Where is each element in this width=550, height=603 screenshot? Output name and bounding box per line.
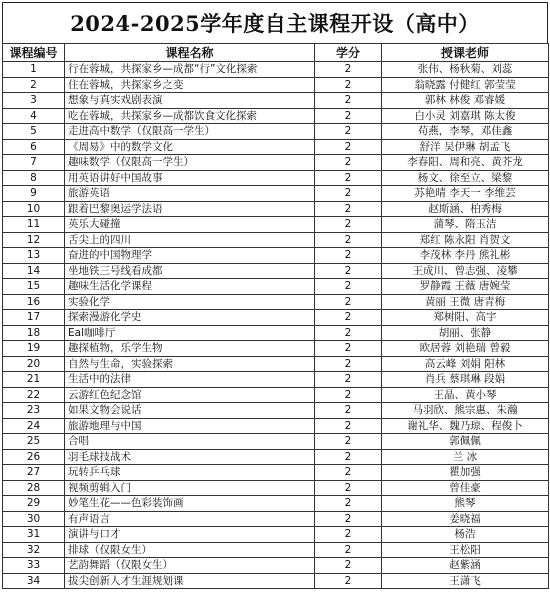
course-name: 合唱 <box>65 434 315 450</box>
course-credit: 2 <box>315 93 382 109</box>
course-code: 6 <box>3 139 65 155</box>
course-credit: 2 <box>315 170 382 186</box>
course-code: 4 <box>3 108 65 124</box>
course-teacher: 谢礼华、魏乃琼、程俊卜 <box>382 418 549 434</box>
course-code: 18 <box>3 325 65 341</box>
course-teacher: 郑树阳、高宇 <box>382 310 549 326</box>
course-teacher: 苏艳晴 李天一 李维芸 <box>382 186 549 202</box>
course-credit: 2 <box>315 496 382 512</box>
course-name: 吃在蓉城，共探家乡—成都饮食文化探索 <box>65 108 315 124</box>
course-code: 23 <box>3 403 65 419</box>
course-name: 走进高中数学（仅限高一学生） <box>65 124 315 140</box>
course-credit: 2 <box>315 217 382 233</box>
course-name: 有声语言 <box>65 511 315 527</box>
table-row <box>3 93 549 109</box>
course-teacher: 王晶、黄小琴 <box>382 387 549 403</box>
course-name: 舌尖上的四川 <box>65 232 315 248</box>
table-row <box>3 465 549 481</box>
course-name: 妙笔生花——色彩装饰画 <box>65 496 315 512</box>
course-name: 奋进的中国物理学 <box>65 248 315 264</box>
table-row <box>3 356 549 372</box>
course-teacher: 马羽欣、熊宗惠、朱瀚 <box>382 403 549 419</box>
course-credit: 2 <box>315 139 382 155</box>
course-credit: 2 <box>315 325 382 341</box>
table-row <box>3 325 549 341</box>
course-credit: 2 <box>315 232 382 248</box>
course-code: 20 <box>3 356 65 372</box>
course-code: 8 <box>3 170 65 186</box>
course-teacher: 胡丽、张静 <box>382 325 549 341</box>
course-teacher: 舒洋 吴伊琳 胡孟飞 <box>382 139 549 155</box>
table-row <box>3 279 549 295</box>
course-credit: 2 <box>315 558 382 574</box>
course-teacher: 李春阳、周和亮、黄芥龙 <box>382 155 549 171</box>
course-code: 26 <box>3 449 65 465</box>
course-teacher: 郭佩佩 <box>382 434 549 450</box>
table-row <box>3 186 549 202</box>
table-row <box>3 527 549 543</box>
course-code: 33 <box>3 558 65 574</box>
course-credit: 2 <box>315 263 382 279</box>
course-name: 行在蓉城，共探家乡—成都“行”文化探索 <box>65 62 315 78</box>
course-name: 趣味生活化学课程 <box>65 279 315 295</box>
course-teacher: 赵斯涵、柏秀梅 <box>382 201 549 217</box>
course-code: 14 <box>3 263 65 279</box>
course-code: 10 <box>3 201 65 217</box>
course-teacher: 瞿加强 <box>382 465 549 481</box>
table-row <box>3 558 549 574</box>
header-name: 课程名称 <box>65 44 315 62</box>
table-row <box>3 434 549 450</box>
course-credit: 2 <box>315 542 382 558</box>
course-credit: 2 <box>315 573 382 589</box>
course-name: 英乐大碰撞 <box>65 217 315 233</box>
course-name: 玩转乒乓球 <box>65 465 315 481</box>
course-code: 17 <box>3 310 65 326</box>
course-code: 11 <box>3 217 65 233</box>
course-code: 27 <box>3 465 65 481</box>
course-credit: 2 <box>315 341 382 357</box>
course-teacher: 赵紫涵 <box>382 558 549 574</box>
table-row <box>3 294 549 310</box>
course-credit: 2 <box>315 527 382 543</box>
table-row <box>3 248 549 264</box>
course-teacher: 张伟、杨秋菊、刘蕊 <box>382 62 549 78</box>
course-name: 旅游地理与中国 <box>65 418 315 434</box>
course-name: 自然与生命，实验探索 <box>65 356 315 372</box>
table-row <box>3 496 549 512</box>
table-row <box>3 542 549 558</box>
course-teacher: 郭林 林俊 邓睿媛 <box>382 93 549 109</box>
table-row <box>3 263 549 279</box>
course-credit: 2 <box>315 403 382 419</box>
header-code: 课程编号 <box>3 44 65 62</box>
course-teacher: 苟燕，李琴，邓佳鑫 <box>382 124 549 140</box>
course-code: 32 <box>3 542 65 558</box>
course-code: 30 <box>3 511 65 527</box>
course-credit: 2 <box>315 387 382 403</box>
course-code: 13 <box>3 248 65 264</box>
course-credit: 2 <box>315 511 382 527</box>
course-sheet <box>2 2 548 589</box>
course-teacher: 杨文、徐至立、梁黎 <box>382 170 549 186</box>
course-credit: 2 <box>315 201 382 217</box>
header-row <box>3 44 549 62</box>
course-code: 22 <box>3 387 65 403</box>
course-teacher: 熊琴 <box>382 496 549 512</box>
course-code: 34 <box>3 573 65 589</box>
course-code: 24 <box>3 418 65 434</box>
course-name: 羽毛球技战术 <box>65 449 315 465</box>
header-credit: 学分 <box>315 44 382 62</box>
course-teacher: 姜晓福 <box>382 511 549 527</box>
page-title: 2024-2025学年度自主课程开设（高中） <box>2 2 548 43</box>
course-teacher: 翁晓露 付健红 郭莹莹 <box>382 77 549 93</box>
course-credit: 2 <box>315 449 382 465</box>
course-code: 2 <box>3 77 65 93</box>
header-teacher: 授课老师 <box>382 44 549 62</box>
course-teacher: 兰 冰 <box>382 449 549 465</box>
course-credit: 2 <box>315 108 382 124</box>
table-row <box>3 372 549 388</box>
course-teacher: 杨浩 <box>382 527 549 543</box>
course-code: 15 <box>3 279 65 295</box>
course-teacher: 李茂林 李丹 熊礼彬 <box>382 248 549 264</box>
course-teacher: 白小灵 刘嘉琪 陈太俊 <box>382 108 549 124</box>
course-rows <box>3 62 549 589</box>
table-row <box>3 155 549 171</box>
course-name: 趣味数学（仅限高一学生） <box>65 155 315 171</box>
course-name: 《周易》中的数学文化 <box>65 139 315 155</box>
course-name: 趣探植物，乐学生物 <box>65 341 315 357</box>
course-teacher: 蒲琴、隋玉洁 <box>382 217 549 233</box>
course-teacher: 黄丽 王微 唐青梅 <box>382 294 549 310</box>
course-credit: 2 <box>315 62 382 78</box>
course-teacher: 罗静霞 王薇 唐婉莹 <box>382 279 549 295</box>
table-row <box>3 573 549 589</box>
course-name: 坐地铁三号线看成都 <box>65 263 315 279</box>
course-name: 排球（仅限女生） <box>65 542 315 558</box>
course-name: 生活中的法律 <box>65 372 315 388</box>
course-credit: 2 <box>315 279 382 295</box>
course-name: 实验化学 <box>65 294 315 310</box>
course-credit: 2 <box>315 155 382 171</box>
course-name: 视频剪辑入门 <box>65 480 315 496</box>
course-credit: 2 <box>315 310 382 326</box>
table-row <box>3 387 549 403</box>
course-teacher: 欧居蓉 刘艳瑞 曾毅 <box>382 341 549 357</box>
table-row <box>3 108 549 124</box>
course-credit: 2 <box>315 186 382 202</box>
course-credit: 2 <box>315 465 382 481</box>
table-row <box>3 511 549 527</box>
course-code: 28 <box>3 480 65 496</box>
course-name: Eal咖啡厅 <box>65 325 315 341</box>
course-name: 想象与真实戏剧表演 <box>65 93 315 109</box>
course-teacher: 郑红 陈永阳 肖贺文 <box>382 232 549 248</box>
course-teacher: 曾佳豪 <box>382 480 549 496</box>
course-code: 7 <box>3 155 65 171</box>
course-name: 如果文物会说话 <box>65 403 315 419</box>
course-credit: 2 <box>315 248 382 264</box>
table-row <box>3 232 549 248</box>
table-row <box>3 77 549 93</box>
table-row <box>3 124 549 140</box>
table-row <box>3 449 549 465</box>
course-table <box>2 43 549 589</box>
table-row <box>3 341 549 357</box>
course-name: 云游红色纪念馆 <box>65 387 315 403</box>
course-credit: 2 <box>315 418 382 434</box>
course-credit: 2 <box>315 77 382 93</box>
course-name: 演讲与口才 <box>65 527 315 543</box>
course-credit: 2 <box>315 356 382 372</box>
course-name: 拔尖创新人才生涯规划课 <box>65 573 315 589</box>
course-name: 用英语讲好中国故事 <box>65 170 315 186</box>
course-code: 3 <box>3 93 65 109</box>
course-code: 19 <box>3 341 65 357</box>
table-row <box>3 480 549 496</box>
table-row <box>3 139 549 155</box>
course-name: 旅游英语 <box>65 186 315 202</box>
course-name: 探索漫游化学史 <box>65 310 315 326</box>
course-name: 艺韵舞蹈（仅限女生） <box>65 558 315 574</box>
course-code: 29 <box>3 496 65 512</box>
course-credit: 2 <box>315 124 382 140</box>
course-name: 住在蓉城，共探家乡之变 <box>65 77 315 93</box>
course-name: 跟着巴黎奥运学法语 <box>65 201 315 217</box>
course-code: 9 <box>3 186 65 202</box>
table-row <box>3 217 549 233</box>
table-row <box>3 62 549 78</box>
course-code: 5 <box>3 124 65 140</box>
course-credit: 2 <box>315 372 382 388</box>
course-code: 31 <box>3 527 65 543</box>
course-teacher: 肖兵 蔡琪琳 段娟 <box>382 372 549 388</box>
course-credit: 2 <box>315 480 382 496</box>
course-code: 12 <box>3 232 65 248</box>
course-teacher: 王松阳 <box>382 542 549 558</box>
table-row <box>3 170 549 186</box>
course-teacher: 王潇飞 <box>382 573 549 589</box>
course-code: 1 <box>3 62 65 78</box>
table-row <box>3 201 549 217</box>
course-code: 16 <box>3 294 65 310</box>
course-credit: 2 <box>315 294 382 310</box>
course-teacher: 高云峰 刘娟 阳林 <box>382 356 549 372</box>
course-code: 21 <box>3 372 65 388</box>
table-row <box>3 310 549 326</box>
course-code: 25 <box>3 434 65 450</box>
course-credit: 2 <box>315 434 382 450</box>
table-row <box>3 403 549 419</box>
table-row <box>3 418 549 434</box>
course-teacher: 王成川、曾志强、凌攀 <box>382 263 549 279</box>
